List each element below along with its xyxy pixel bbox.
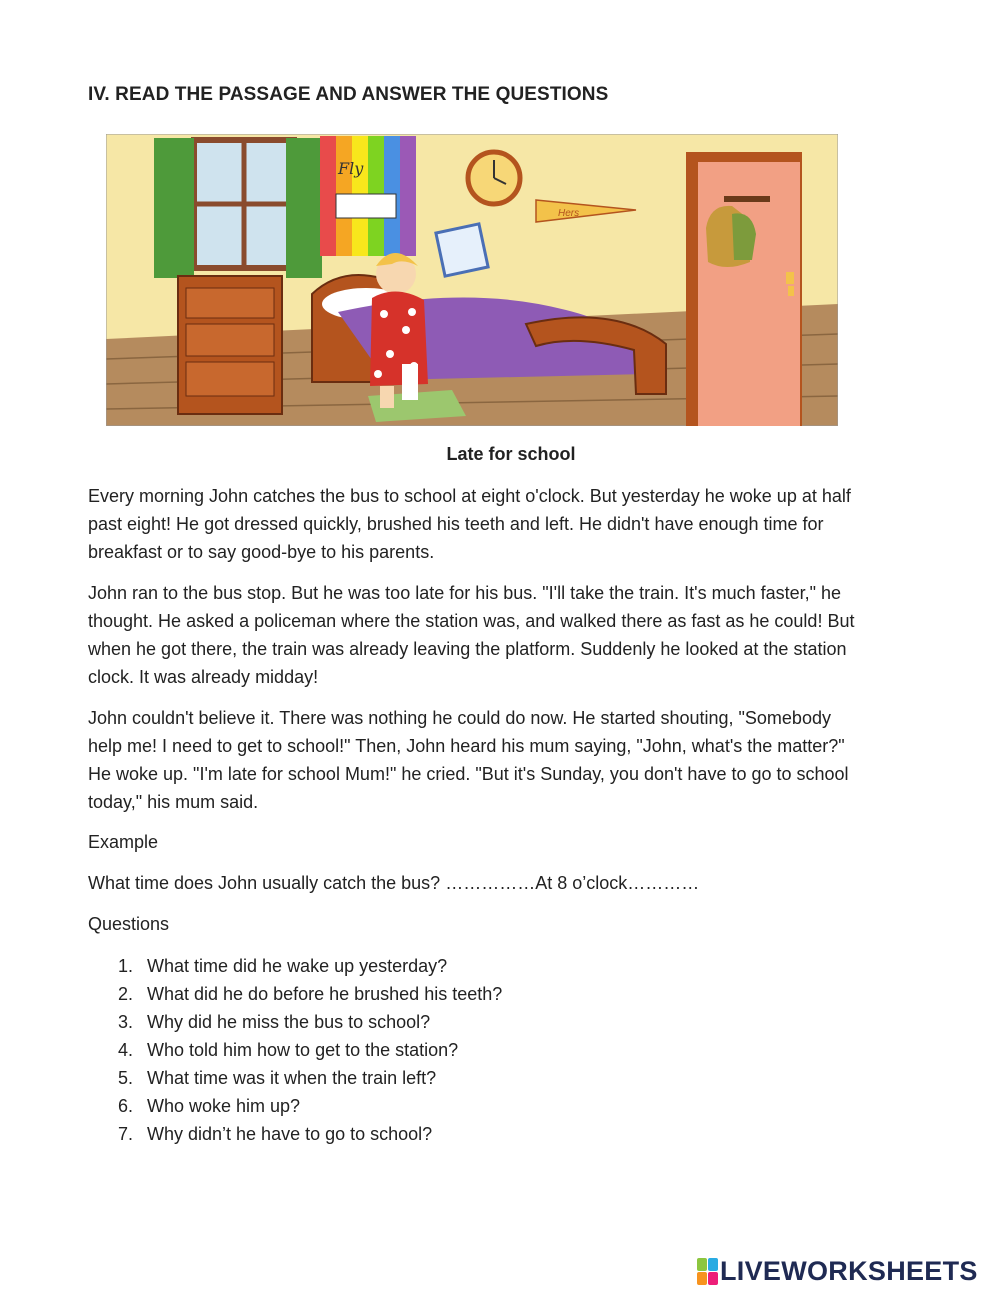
question-number: 7. (118, 1124, 134, 1144)
example-label: Example (88, 832, 159, 852)
question-number: 3. (118, 1012, 134, 1032)
window (154, 138, 322, 278)
text-line: when he got there, the train was already leaving the platform. Suddenly he looked at the station (88, 639, 847, 659)
passage-title: Late for school (446, 444, 576, 464)
door (686, 152, 802, 426)
logo-block (708, 1258, 718, 1271)
question-item (118, 1120, 502, 1148)
text-line: Every morning John catches the bus to school at eight o'clock. But yesterday he woke up at half (88, 486, 851, 506)
svg-text:Hers: Hers (558, 208, 580, 219)
question-number: 1. (118, 956, 134, 976)
text-line: today," his mum said. (88, 792, 259, 812)
framed-picture (436, 224, 488, 276)
question-item (118, 1036, 502, 1064)
paragraph-3 (88, 704, 928, 816)
questions-list (118, 952, 502, 1148)
logo-blocks-icon (697, 1258, 717, 1284)
question-number: 2. (118, 984, 134, 1004)
question-number: 5. (118, 1068, 134, 1088)
section-heading: IV. READ THE PASSAGE AND ANSWER THE QUESTIONS (88, 84, 609, 105)
paragraph-2 (88, 579, 928, 691)
svg-text:Fly: Fly (338, 159, 364, 178)
question-item (118, 1008, 502, 1036)
logo-block (697, 1258, 707, 1271)
question-text: What time did he wake up yesterday? (147, 956, 448, 976)
question-text: What did he do before he brushed his teeth? (147, 984, 503, 1004)
text-line: He woke up. "I'm late for school Mum!" he cried. "But it's Sunday, you don't have to go to school (88, 764, 849, 784)
question-item (118, 1064, 502, 1092)
wall-clock-icon (468, 152, 520, 204)
question-item (118, 952, 502, 980)
text-line: John couldn't believe it. There was nothing he could do now. He started shouting, "Somebody (88, 708, 831, 728)
example-question: What time does John usually catch the bus? ……………At 8 o’clock………… (88, 873, 700, 893)
text-line: help me! I need to get to school!" Then, John heard his mum saying, "John, what's the matter?" (88, 736, 845, 756)
liveworksheets-logo[interactable] (697, 1256, 978, 1286)
text-line: thought. He asked a policeman where the station was, and walked there as fast as he could! But (88, 611, 855, 631)
question-text: Why didn’t he have to go to school? (147, 1124, 433, 1144)
logo-block (708, 1272, 718, 1285)
question-number: 4. (118, 1040, 134, 1060)
logo-block (697, 1272, 707, 1285)
question-text: What time was it when the train left? (147, 1068, 437, 1088)
question-item (118, 980, 502, 1008)
text-line: John ran to the bus stop. But he was too late for his bus. "I'll take the train. It's much faster," he (88, 583, 842, 603)
question-text: Why did he miss the bus to school? (147, 1012, 431, 1032)
questions-label: Questions (88, 914, 170, 934)
question-number: 6. (118, 1096, 134, 1116)
question-item (118, 1092, 502, 1120)
logo-text: LIVEWORKSHEETS (720, 1255, 978, 1286)
question-text: Who woke him up? (147, 1096, 301, 1116)
question-text: Who told him how to get to the station? (147, 1040, 459, 1060)
text-line: clock. It was already midday! (88, 667, 319, 687)
paragraph-1 (88, 482, 928, 566)
racing-poster (320, 136, 416, 256)
text-line: breakfast or to say good-bye to his parents. (88, 542, 435, 562)
bedroom-illustration (106, 134, 838, 426)
text-line: past eight! He got dressed quickly, brushed his teeth and left. He didn't have enough time for (88, 514, 824, 534)
dresser (178, 276, 282, 414)
